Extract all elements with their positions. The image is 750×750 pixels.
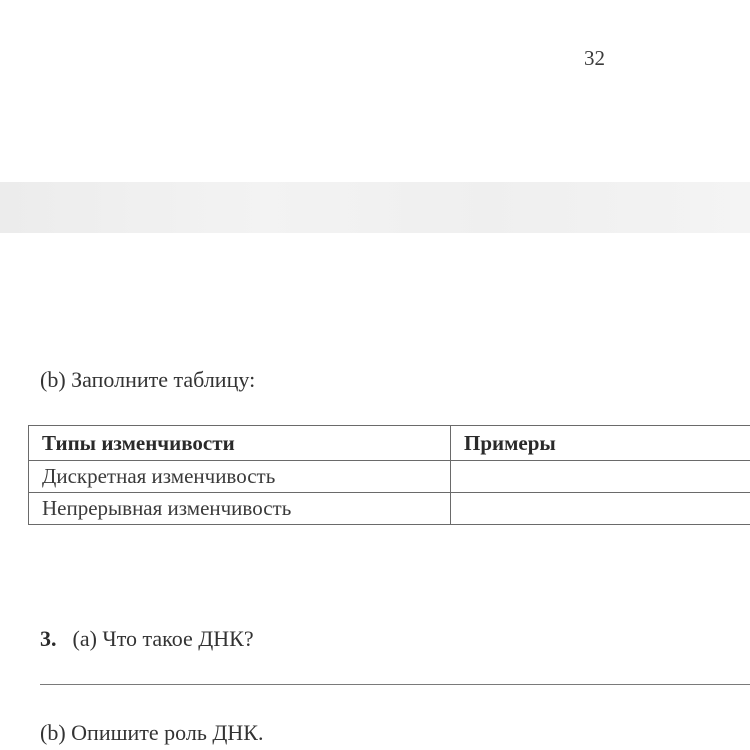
question-3a <box>40 626 254 652</box>
question-3b-text: (b) Опишите роль ДНК. <box>40 720 264 745</box>
table-row <box>29 493 750 525</box>
table-row <box>29 461 750 493</box>
table-header-row <box>29 426 750 461</box>
variability-table <box>28 425 750 525</box>
scan-shadow-band <box>0 182 750 233</box>
answer-line[interactable] <box>40 684 750 685</box>
page-number: 32 <box>584 46 605 70</box>
question-number: 3. <box>40 626 57 651</box>
question-3a-text: (a) Что такое ДНК? <box>72 626 254 651</box>
fill-table-instruction: (b) Заполните таблицу: <box>40 367 256 392</box>
cell-continuous-examples[interactable] <box>451 493 750 525</box>
cell-discrete-variability: Дискретная изменчивость <box>29 461 451 493</box>
cell-continuous-variability: Непрерывная изменчивость <box>29 493 451 525</box>
header-variability-types: Типы изменчивости <box>29 426 451 461</box>
header-examples: Примеры <box>451 426 750 461</box>
cell-discrete-examples[interactable] <box>451 461 750 493</box>
